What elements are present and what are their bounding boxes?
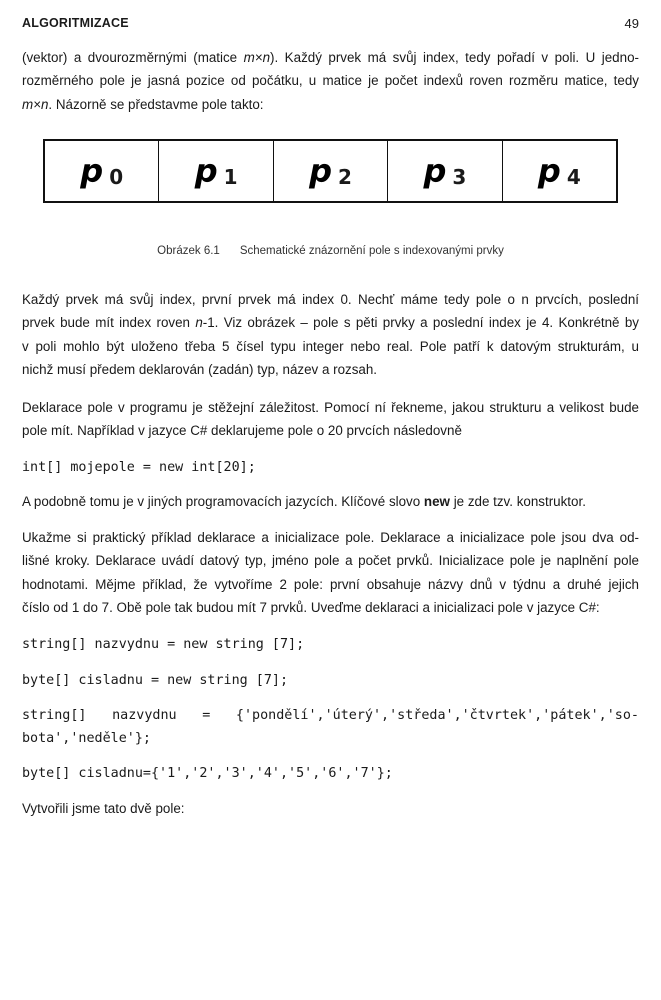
array-cell (388, 141, 502, 201)
code-block (22, 704, 639, 750)
element-index: 2 (338, 165, 352, 189)
text-line: rozměrného pole je jasná pozice od počátku, u matice je počet indexů roven rozměru matice, tedy (22, 73, 639, 89)
text-line (22, 93, 639, 116)
running-header (22, 16, 639, 34)
element-symbol: p (80, 152, 104, 190)
code-line (22, 456, 639, 479)
text-run: (vektor) a dvourozměrnými (matice (22, 50, 244, 65)
text-line: Vytvořili jsme tato dvě pole: (22, 801, 185, 816)
text-run: . Názorně se představme pole takto: (48, 96, 264, 112)
array-cell (503, 141, 616, 201)
text-line: Každý prvek má svůj index, první prvek má index 0. Nechť máme tedy pole o n prvcích, poslední (22, 292, 639, 307)
text-run: A podobně tomu je v jiných programovacích jazycích. Klíčové slovo (22, 494, 424, 509)
math-term: m×n (243, 50, 271, 65)
code-text: int[] mojepole = new int[20]; (22, 460, 256, 475)
element-index: 0 (109, 165, 124, 189)
text-line: Deklarace pole v programu je stěžejní záležitost. Pomocí ní řekneme, jakou strukturu a velikost bude (22, 400, 639, 415)
text-line (22, 490, 639, 513)
element-symbol: p (194, 152, 218, 190)
element-index: 4 (566, 165, 581, 189)
element-symbol: p (423, 152, 447, 190)
code-line (22, 669, 639, 692)
text-line: Ukažme si praktický příklad deklarace a inicializace pole. Deklarace a inicializace pole jsou dva od- (22, 530, 639, 545)
math-term: n (195, 315, 203, 331)
text-line: hodnotami. Mějme příklad, že vytvoříme 2 pole: první obsahuje názvy dnů v týdnu a druhé jejich (22, 576, 639, 592)
code-line (22, 762, 639, 785)
text-line: číslo od 1 do 7. Obě pole tak budou mít 7 prvků. Uveďme deklaraci a inicializaci pole v jazyce C#: (22, 600, 600, 616)
element-symbol: p (309, 152, 332, 190)
array-cell (159, 141, 273, 201)
element-symbol: p (537, 152, 561, 190)
text-line: nichž musí předem deklarován (zadán) typ, název a rozsah. (22, 362, 378, 378)
text-line (22, 311, 639, 334)
paragraph-closing (22, 797, 639, 820)
element-index: 1 (223, 165, 238, 189)
text-line: lišné kroky. Deklarace uvádí datový typ, jméno pole a počet prvků. Inicializace pole je naplnění pole (22, 553, 639, 569)
text-line: pole mít. Například v jazyce C# deklarujeme pole o 20 prvcích následovně (22, 423, 462, 439)
paragraph-constructor (22, 490, 639, 513)
text-line (22, 46, 639, 69)
keyword: new (423, 494, 450, 509)
paragraph-indexing (22, 288, 639, 382)
paragraph-declaration (22, 396, 639, 443)
chapter-title: ALGORITMIZACE (22, 16, 129, 30)
caption-text: Schematické znázornění pole s indexovanými prvky (239, 245, 504, 257)
code-text: string[] nazvydnu = {'pondělí','úterý','středa','čtvrtek','pátek','so- (22, 708, 639, 723)
code-text: byte[] cisladnu={'1','2','3','4','5','6','7'}; (22, 766, 393, 781)
page-number: 49 (624, 16, 639, 31)
array-figure (43, 139, 618, 203)
text-line: v poli mohlo být uloženo třeba 5 čísel typu integer nebo real. Pole patří k datovým strukturám, u (22, 338, 639, 354)
code-line (22, 633, 639, 656)
caption-number: Obrázek 6.1 (157, 245, 220, 257)
math-term: m×n (22, 96, 49, 112)
code-text: bota','neděle'}; (22, 731, 151, 746)
intro-paragraph (22, 46, 639, 116)
paragraph-example (22, 526, 639, 620)
text-run: -1. Viz obrázek – pole s pěti prvky a poslední index je 4. Konkrétně by (202, 315, 639, 331)
text-run: prvek bude mít index roven (22, 315, 196, 331)
code-text: string[] nazvydnu = new string [7]; (22, 637, 305, 652)
figure-caption (0, 245, 661, 257)
array-cell (45, 141, 159, 201)
text-run: je zde tzv. konstruktor. (449, 494, 586, 509)
text-run: ). Každý prvek má svůj index, tedy pořadí v poli. U jedno- (270, 50, 639, 65)
array-cell (274, 141, 388, 201)
code-text: byte[] cisladnu = new string [7]; (22, 673, 289, 688)
element-index: 3 (452, 165, 467, 189)
